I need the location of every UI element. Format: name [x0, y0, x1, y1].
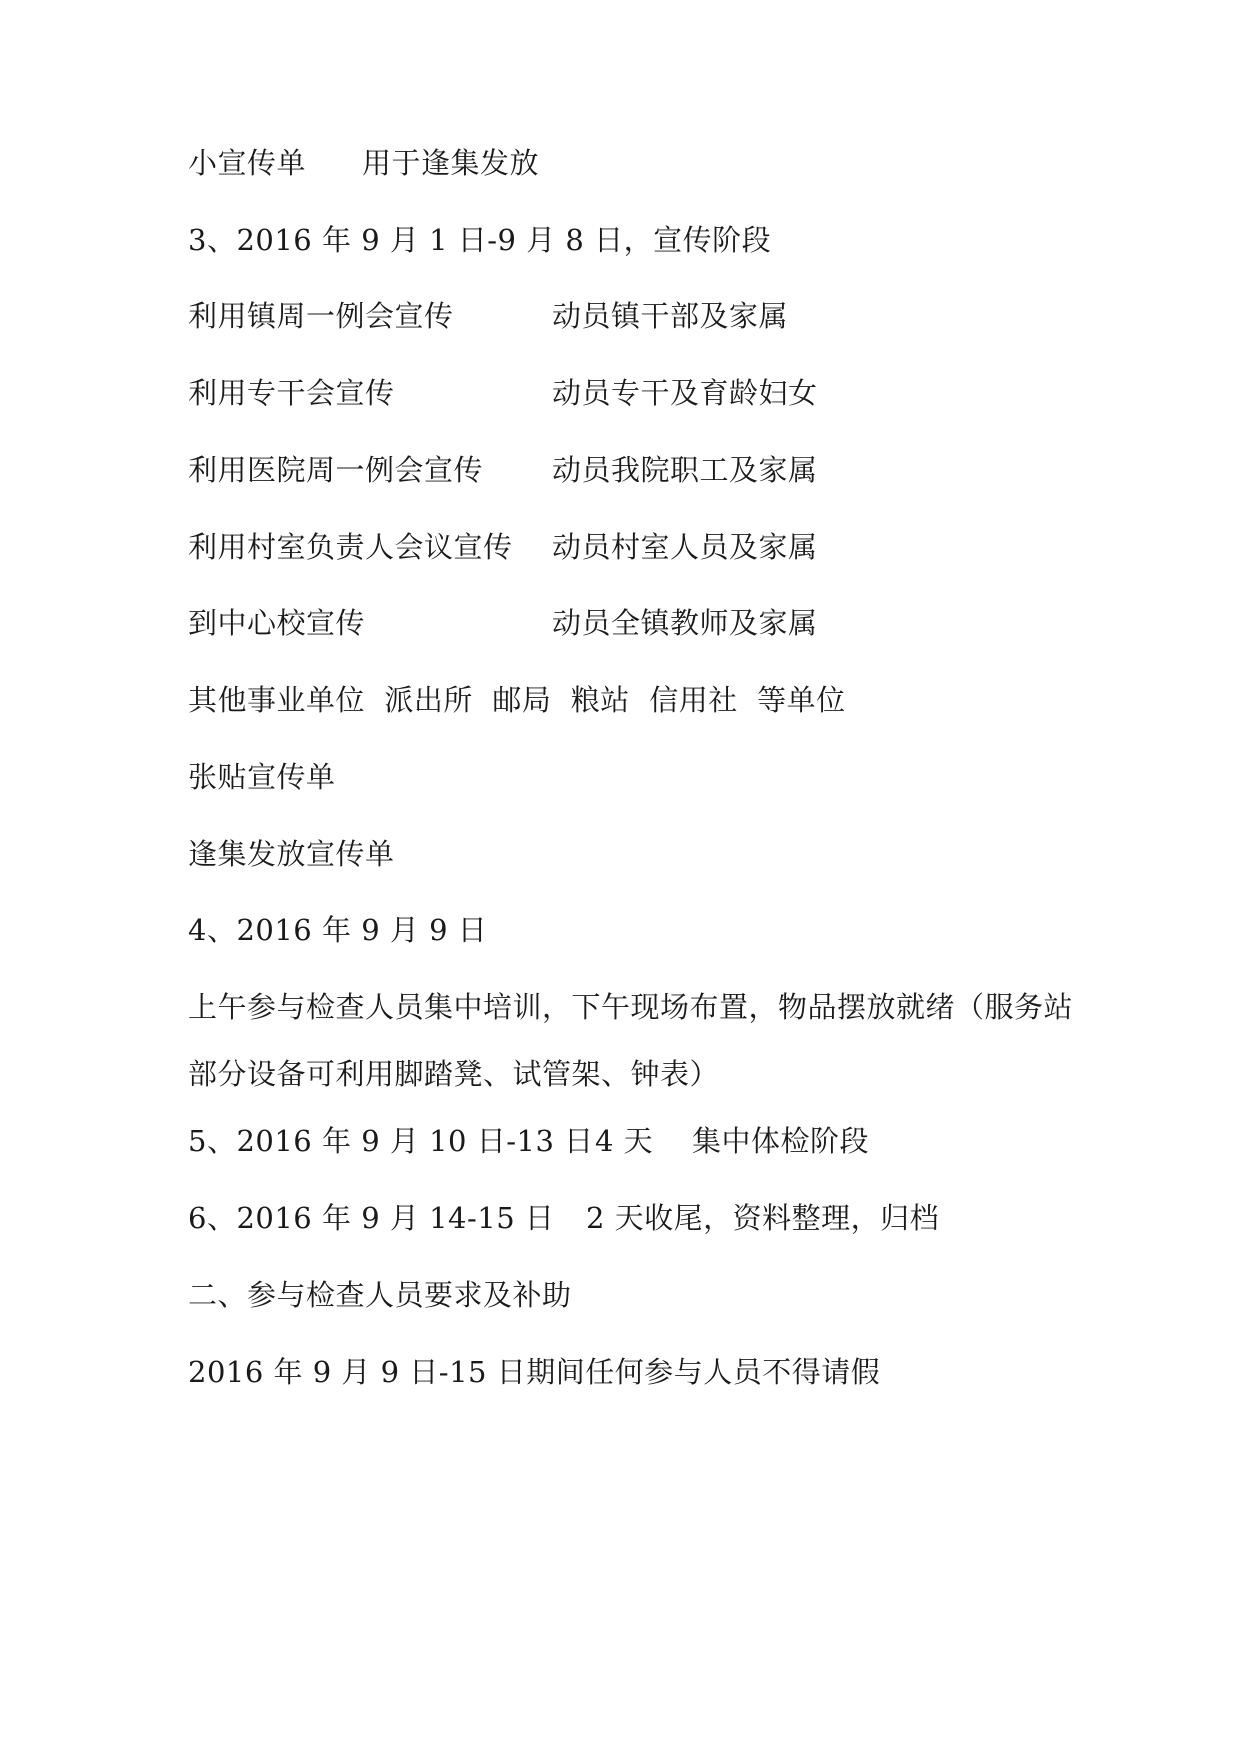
step5-date: 5、2016 年 9 月 10 日-13 日 [188, 1124, 594, 1158]
publicity-target: 动员我院职工及家属 [552, 453, 818, 487]
publicity-method: 利用医院周一例会宣传 [188, 453, 484, 487]
flyer-label: 小宣传单 [188, 146, 307, 180]
step4-text-line1: 上午参与检查人员集中培训，下午现场布置，物品摆放就绪（服务站 [188, 990, 1074, 1024]
step5-detail: 4 天 集中体检阶段 [595, 1124, 870, 1158]
step6-detail: 2 天收尾，资料整理，归档 [586, 1201, 940, 1235]
section2-heading: 二、参与检查人员要求及补助 [188, 1278, 572, 1312]
publicity-method: 到中心校宣传 [188, 606, 366, 640]
publicity-target: 动员全镇教师及家属 [552, 606, 818, 640]
publicity-method: 利用村室负责人会议宣传 [188, 530, 513, 564]
posting-line: 张贴宣传单 [188, 760, 336, 794]
market-flyers-line: 逢集发放宣传单 [188, 837, 395, 871]
step4-heading: 4、2016 年 9 月 9 日 [188, 913, 488, 947]
flyer-usage: 用于逢集发放 [362, 146, 540, 180]
publicity-method: 利用镇周一例会宣传 [188, 299, 454, 333]
publicity-target: 动员镇干部及家属 [552, 299, 789, 333]
publicity-target: 动员专干及育龄妇女 [552, 376, 818, 410]
other-units-line: 其他事业单位 派出所 邮局 粮站 信用社 等单位 [188, 683, 846, 717]
step3-heading: 3、2016 年 9 月 1 日-9 月 8 日，宣传阶段 [188, 223, 772, 257]
step6-date: 6、2016 年 9 月 14-15 日 [188, 1201, 555, 1235]
publicity-method: 利用专干会宣传 [188, 376, 395, 410]
publicity-target: 动员村室人员及家属 [552, 530, 818, 564]
step4-text-line2: 部分设备可利用脚踏凳、试管架、钟表） [188, 1057, 720, 1091]
section2-text: 2016 年 9 月 9 日-15 日期间任何参与人员不得请假 [188, 1355, 881, 1389]
